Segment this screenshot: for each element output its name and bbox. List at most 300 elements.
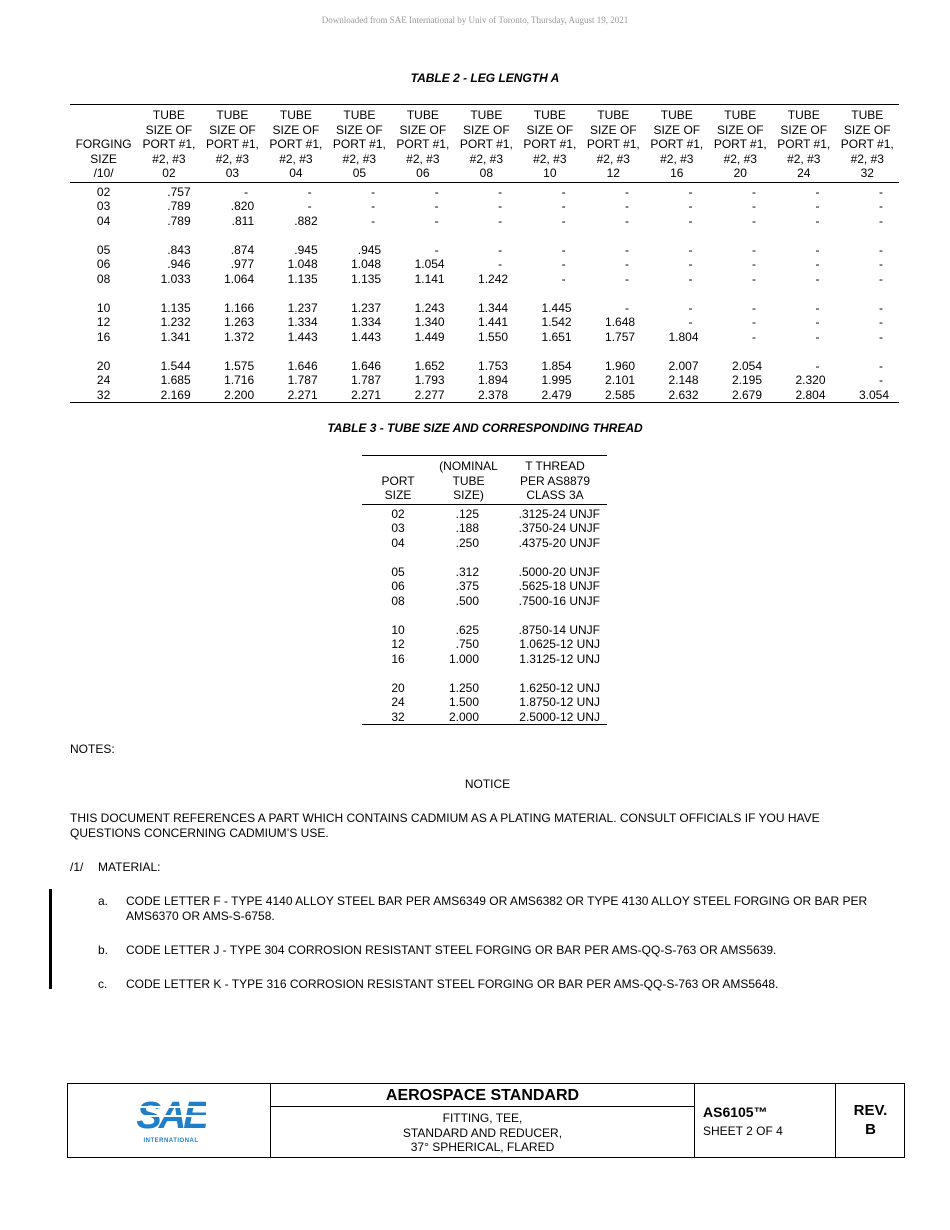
leg-length-cell: 1.372 — [224, 329, 255, 344]
leg-length-cell: 2.148 — [668, 373, 699, 387]
port-size-header: 12 — [582, 166, 645, 182]
leg-length-cell: .811 — [231, 213, 255, 228]
leg-length-cell: - — [688, 213, 693, 228]
nominal-tube-size-cell: .625 — [455, 622, 479, 637]
leg-length-cell: 2.169 — [160, 387, 191, 402]
leg-length-cell: 2.054 — [731, 358, 763, 373]
leg-length-cell: 2.007 — [668, 358, 699, 373]
leg-length-cell: - — [498, 257, 503, 271]
leg-length-cell: - — [688, 300, 693, 315]
table-row — [70, 182, 899, 199]
nominal-tube-size-cell: .188 — [455, 521, 479, 535]
port-size-header: TUBE — [660, 108, 693, 122]
leg-length-cell: 1.960 — [605, 358, 636, 373]
table2-title: TABLE 2 - LEG LENGTH A — [410, 71, 560, 85]
forging-size-cell: 03 — [96, 199, 111, 213]
leg-length-cell: - — [815, 199, 820, 213]
leg-length-cell: - — [815, 242, 820, 257]
port-size-header: 06 — [391, 166, 454, 182]
revision-value: B — [865, 1121, 876, 1138]
port-size-header: #2, #3 — [723, 151, 757, 166]
download-watermark: Downloaded from SAE International by Univ of Toronto, Thursday, August 19, 2021 — [321, 15, 629, 25]
port-size-header: SIZE OF — [463, 122, 510, 137]
leg-length-cell: - — [371, 184, 376, 199]
leg-length-cell: - — [498, 199, 503, 213]
leg-length-cell: 2.479 — [541, 387, 572, 402]
leg-length-cell: 3.054 — [858, 387, 889, 402]
thread-table-header: PORT — [381, 473, 415, 488]
table-row — [362, 608, 607, 637]
leg-length-cell: 1.646 — [351, 358, 382, 373]
table-row — [362, 652, 607, 667]
leg-length-cell: 1.652 — [414, 358, 445, 373]
leg-length-cell: - — [752, 300, 757, 315]
leg-length-cell: 1.048 — [351, 257, 382, 271]
thread-table-header: SIZE) — [434, 488, 503, 504]
leg-length-cell: 1.685 — [160, 373, 191, 387]
leg-length-cell: 2.632 — [668, 387, 699, 402]
table-row — [70, 344, 899, 373]
port-size-header: TUBE — [787, 108, 820, 122]
leg-length-cell: - — [879, 271, 883, 286]
leg-length-cell: .874 — [230, 242, 255, 257]
port-size-header: PORT #1, — [777, 137, 831, 151]
leg-length-cell: - — [688, 257, 693, 271]
leg-length-cell: - — [434, 213, 439, 228]
leg-length-table — [70, 104, 899, 403]
notice-text: THIS DOCUMENT REFERENCES A PART WHICH CONTAINS CADMIUM AS A PLATING MATERIAL. CONSULT OFFICIALS IF YOU HAVE QUESTIONS CONCERNING CADMIUM’S USE. — [70, 811, 820, 840]
leg-length-cell: 2.271 — [351, 387, 382, 402]
thread-table-header: T THREAD — [525, 459, 585, 473]
port-size-header: SIZE OF — [716, 122, 764, 137]
forging-size-header: SIZE — [90, 151, 117, 166]
leg-length-cell: 2.320 — [795, 373, 826, 387]
leg-length-cell: 1.854 — [541, 358, 572, 373]
port-size-header: TUBE — [724, 108, 757, 122]
leg-length-cell: - — [307, 199, 312, 213]
material-item-text: CODE LETTER F - TYPE 4140 ALLOY STEEL BAR PER AMS6349 OR AMS6382 OR TYPE 4130 ALLOY STEEL FORGING OR BAR PER AMS6370 OR AMS-S-6758. — [126, 894, 868, 923]
thread-table-header: SIZE — [362, 488, 434, 504]
leg-length-cell: 1.449 — [414, 329, 445, 344]
leg-length-cell: - — [688, 199, 693, 213]
leg-length-cell: 1.804 — [668, 329, 699, 344]
material-item-letter: a. — [98, 894, 109, 908]
forging-size-cell: 20 — [96, 358, 111, 373]
nominal-tube-size-cell: .250 — [455, 535, 479, 550]
port-size-cell: 32 — [391, 709, 405, 724]
thread-cell: 1.0625-12 UNJ — [519, 637, 600, 651]
port-size-header: SIZE OF — [843, 122, 891, 137]
leg-length-cell: 1.445 — [541, 300, 572, 315]
forging-size-header — [70, 105, 137, 123]
leg-length-cell: - — [498, 242, 503, 257]
leg-length-cell: - — [815, 257, 820, 271]
port-size-header: TUBE — [406, 108, 439, 122]
leg-length-cell: 1.141 — [414, 271, 445, 286]
leg-length-cell: - — [625, 300, 630, 315]
port-size-header: 05 — [328, 166, 391, 182]
notice-heading: NOTICE — [464, 777, 511, 791]
thread-cell: 1.6250-12 UNJ — [519, 680, 600, 695]
port-size-header: PORT #1, — [205, 137, 259, 151]
port-size-header: #2, #3 — [787, 151, 821, 166]
leg-length-cell: 1.263 — [224, 315, 255, 329]
leg-length-cell: - — [561, 213, 566, 228]
thread-table-header: PER AS8879 — [519, 473, 591, 488]
leg-length-cell: 1.787 — [287, 373, 318, 387]
sae-logo — [136, 1094, 206, 1142]
table-row — [362, 550, 607, 579]
leg-length-cell: - — [244, 184, 249, 199]
nominal-tube-size-cell: .312 — [455, 564, 479, 579]
port-size-header: SIZE OF — [272, 122, 320, 137]
leg-length-cell: - — [371, 199, 376, 213]
thread-table-header — [362, 456, 434, 474]
leg-length-cell: - — [498, 184, 503, 199]
table3-title: TABLE 3 - TUBE SIZE AND CORRESPONDING THREAD — [327, 421, 643, 435]
leg-length-cell: 1.793 — [414, 373, 445, 387]
leg-length-cell: - — [625, 213, 630, 228]
revision-change-bar — [49, 889, 52, 989]
thread-cell: .7500-16 UNJF — [518, 593, 600, 608]
leg-length-cell: .789 — [167, 199, 191, 213]
forging-size-cell: 02 — [96, 184, 111, 199]
leg-length-cell: - — [815, 329, 820, 344]
material-item-letter: c. — [98, 977, 108, 991]
leg-length-cell: - — [752, 199, 757, 213]
leg-length-cell: 1.232 — [160, 315, 191, 329]
leg-length-cell: 1.753 — [478, 358, 509, 373]
port-size-header: SIZE OF — [653, 122, 701, 137]
table-row — [362, 594, 607, 609]
port-size-header: TUBE — [343, 108, 376, 122]
leg-length-cell: - — [879, 257, 883, 271]
leg-length-cell: 1.648 — [605, 315, 636, 329]
logo-cell — [68, 1084, 271, 1157]
revision-label-text: REV. — [853, 1102, 888, 1119]
port-size-header: TUBE — [851, 108, 884, 122]
leg-length-cell: 1.135 — [351, 271, 382, 286]
leg-length-cell: .820 — [230, 199, 255, 213]
nominal-tube-size-cell: 2.000 — [448, 709, 479, 724]
thread-table-header: CLASS 3A — [503, 488, 607, 504]
leg-length-cell: 1.757 — [605, 329, 636, 344]
table-header-row — [362, 488, 607, 504]
thread-table-header: TUBE — [452, 473, 485, 488]
leg-length-cell: - — [879, 184, 883, 199]
table-row — [362, 666, 607, 695]
leg-length-cell: - — [688, 184, 693, 199]
table-row — [70, 199, 899, 214]
table-header-row — [70, 105, 899, 123]
port-size-header: #2, #3 — [596, 151, 630, 166]
leg-length-cell: - — [688, 315, 693, 329]
leg-length-cell: .945 — [294, 242, 318, 257]
leg-length-cell: - — [879, 329, 883, 344]
thread-table — [362, 455, 607, 725]
leg-length-cell: - — [561, 184, 566, 199]
leg-length-cell: 1.243 — [414, 300, 445, 315]
leg-length-cell: - — [752, 271, 757, 286]
table-row — [70, 214, 899, 229]
table-row — [362, 637, 607, 652]
table-header-row — [70, 137, 899, 152]
description-line: FITTING, TEE, — [442, 1111, 523, 1125]
leg-length-cell: - — [815, 213, 820, 228]
leg-length-cell: .945 — [357, 242, 382, 257]
leg-length-cell: - — [625, 257, 630, 271]
thread-table-header: (NOMINAL — [439, 459, 498, 473]
table-row — [362, 710, 607, 725]
table-row — [362, 579, 607, 594]
leg-length-cell: 2.271 — [287, 387, 318, 402]
thread-cell: 2.5000-12 UNJ — [519, 709, 600, 724]
document-number-cell — [695, 1084, 836, 1157]
title-cell — [271, 1084, 695, 1157]
leg-length-cell: 1.033 — [160, 271, 191, 286]
port-size-cell: 24 — [391, 695, 405, 709]
leg-length-cell: - — [434, 199, 439, 213]
port-size-header: TUBE — [470, 108, 503, 122]
leg-length-cell: .789 — [167, 213, 191, 228]
port-size-header: SIZE OF — [399, 122, 447, 137]
leg-length-cell: 2.679 — [731, 387, 763, 402]
leg-length-cell: - — [879, 315, 883, 329]
leg-length-cell: - — [752, 242, 757, 257]
leg-length-cell: - — [815, 271, 820, 286]
port-size-header: 16 — [645, 166, 708, 182]
table-row — [362, 536, 607, 551]
leg-length-cell: 1.542 — [541, 315, 572, 329]
leg-length-cell: 2.101 — [605, 373, 636, 387]
leg-length-cell: - — [815, 315, 820, 329]
description-line: 37° SPHERICAL, FLARED — [410, 1140, 555, 1154]
leg-length-cell: - — [434, 242, 439, 257]
leg-length-cell: 1.544 — [160, 358, 191, 373]
port-size-header: #2, #3 — [152, 151, 186, 166]
port-size-header: #2, #3 — [279, 151, 313, 166]
leg-length-cell: 1.237 — [351, 300, 382, 315]
port-size-header: 20 — [709, 166, 772, 182]
leg-length-cell: 1.441 — [478, 315, 509, 329]
port-size-header: PORT #1, — [586, 137, 640, 151]
leg-length-cell: .946 — [167, 257, 191, 271]
sheet-number: SHEET 2 OF 4 — [703, 1124, 783, 1138]
port-size-header: 02 — [137, 166, 200, 182]
nominal-tube-size-cell: 1.250 — [448, 680, 479, 695]
table-row — [70, 315, 899, 330]
port-size-header: 10 — [518, 166, 581, 182]
forging-size-cell: 04 — [96, 213, 111, 228]
leg-length-cell: - — [752, 329, 757, 344]
port-size-cell: 10 — [391, 622, 405, 637]
leg-length-cell: - — [752, 184, 757, 199]
leg-length-cell: 1.894 — [478, 373, 509, 387]
port-size-header: 04 — [264, 166, 327, 182]
leg-length-cell: 1.334 — [351, 315, 382, 329]
port-size-header: PORT #1, — [459, 137, 513, 151]
port-size-header: SIZE OF — [145, 122, 193, 137]
port-size-header: TUBE — [216, 108, 249, 122]
leg-length-cell: - — [752, 213, 757, 228]
table-row — [362, 504, 607, 521]
forging-size-cell: 06 — [96, 257, 111, 271]
leg-length-cell: - — [815, 184, 820, 199]
table-header-row — [70, 166, 899, 182]
thread-cell: 1.8750-12 UNJ — [519, 695, 600, 709]
table-row — [362, 695, 607, 710]
leg-length-cell: - — [815, 358, 820, 373]
table-row — [70, 272, 899, 287]
port-size-header: 03 — [201, 166, 264, 182]
leg-length-cell: 2.277 — [414, 387, 445, 402]
leg-length-cell: - — [434, 184, 439, 199]
sae-logo-letters: SAE — [136, 1095, 206, 1137]
material-label: MATERIAL: — [98, 860, 161, 874]
leg-length-cell: 1.340 — [414, 315, 445, 329]
leg-length-cell: 2.804 — [795, 387, 826, 402]
port-size-cell: 16 — [391, 651, 405, 666]
leg-length-cell: 2.195 — [731, 373, 763, 387]
thread-cell: .3125-24 UNJF — [518, 506, 600, 521]
notes-label: NOTES: — [70, 742, 115, 756]
leg-length-cell: - — [625, 199, 630, 213]
revision-cell — [836, 1084, 905, 1157]
leg-length-cell: 1.242 — [478, 271, 509, 286]
table-header-row — [362, 456, 607, 474]
port-size-header: PORT #1, — [523, 137, 577, 151]
table-header-row — [70, 152, 899, 167]
title-block — [67, 1083, 905, 1158]
port-size-cell: 20 — [391, 680, 405, 695]
leg-length-cell: - — [561, 242, 566, 257]
leg-length-cell: 2.200 — [224, 387, 255, 402]
table-header-row — [70, 123, 899, 138]
port-size-header: PORT #1, — [713, 137, 767, 151]
thread-cell: .5625-18 UNJF — [518, 579, 600, 593]
leg-length-cell: 1.787 — [351, 373, 382, 387]
leg-length-cell: 1.237 — [287, 300, 318, 315]
port-size-header: #2, #3 — [406, 151, 440, 166]
port-size-header: #2, #3 — [850, 151, 884, 166]
leg-length-cell: 1.054 — [414, 257, 445, 271]
material-item-letter: b. — [98, 943, 109, 957]
leg-length-cell: 1.334 — [287, 315, 318, 329]
port-size-header: #2, #3 — [660, 151, 694, 166]
material-note-number: /1/ — [70, 860, 84, 874]
port-size-header: 32 — [836, 166, 900, 182]
port-size-cell: 08 — [391, 593, 405, 608]
leg-length-cell: 1.344 — [478, 300, 509, 315]
forging-size-header: /10/ — [70, 166, 137, 182]
port-size-header: SIZE OF — [336, 122, 383, 137]
nominal-tube-size-cell: .125 — [455, 506, 479, 521]
forging-size-header: FORGING — [75, 137, 132, 151]
table-row — [70, 373, 899, 388]
table-header-row — [362, 474, 607, 489]
leg-length-cell: - — [879, 300, 883, 315]
port-size-header: #2, #3 — [342, 151, 377, 166]
forging-size-cell: 08 — [96, 271, 111, 286]
nominal-tube-size-cell: .500 — [455, 593, 479, 608]
leg-length-cell: - — [752, 315, 757, 329]
leg-length-cell: 1.995 — [541, 373, 572, 387]
thread-cell: .8750-14 UNJF — [518, 622, 600, 637]
leg-length-cell: 1.048 — [287, 257, 318, 271]
nominal-tube-size-cell: .750 — [455, 637, 479, 651]
revision-label — [836, 1101, 905, 1139]
thread-cell: 1.3125-12 UNJ — [519, 651, 600, 666]
port-size-header: 08 — [455, 166, 518, 182]
leg-length-cell: 1.135 — [287, 271, 318, 286]
port-size-header: SIZE OF — [526, 122, 574, 137]
table-row — [70, 388, 899, 403]
leg-length-cell: - — [688, 242, 693, 257]
leg-length-cell: - — [879, 242, 883, 257]
port-size-header: TUBE — [152, 108, 185, 122]
port-size-header: PORT #1, — [142, 137, 196, 151]
thread-cell: .5000-20 UNJF — [518, 564, 600, 579]
forging-size-cell: 24 — [96, 373, 111, 387]
leg-length-cell: - — [561, 199, 566, 213]
leg-length-cell: - — [625, 271, 630, 286]
leg-length-cell: - — [561, 257, 566, 271]
thread-cell: .4375-20 UNJF — [518, 535, 600, 550]
leg-length-cell: 1.575 — [224, 358, 255, 373]
table-row — [362, 521, 607, 536]
leg-length-cell: .977 — [230, 257, 255, 271]
leg-length-cell: 1.646 — [287, 358, 318, 373]
leg-length-cell: - — [688, 271, 693, 286]
table-row — [70, 228, 899, 257]
forging-size-cell: 12 — [96, 315, 111, 329]
leg-length-cell: - — [371, 213, 376, 228]
port-size-header: #2, #3 — [215, 151, 250, 166]
leg-length-cell: 2.378 — [478, 387, 509, 402]
table-row — [70, 257, 899, 272]
port-size-header: #2, #3 — [469, 151, 504, 166]
nominal-tube-size-cell: .375 — [455, 579, 479, 593]
leg-length-cell: - — [307, 184, 312, 199]
leg-length-cell: - — [879, 213, 883, 228]
port-size-header: TUBE — [597, 108, 630, 122]
standard-label: AEROSPACE STANDARD — [271, 1084, 694, 1107]
leg-length-cell: - — [879, 358, 883, 373]
description-line: STANDARD AND REDUCER, — [402, 1125, 563, 1140]
forging-size-cell: 10 — [96, 300, 111, 315]
port-size-cell: 12 — [391, 637, 405, 651]
leg-length-cell: - — [561, 271, 566, 286]
sae-logo-subtext: INTERNATIONAL — [143, 1138, 199, 1144]
port-size-cell: 03 — [391, 521, 405, 535]
forging-size-cell: 32 — [96, 387, 111, 402]
leg-length-cell: .843 — [167, 242, 191, 257]
leg-length-cell: - — [815, 300, 820, 315]
port-size-cell: 02 — [391, 506, 405, 521]
port-size-header: SIZE OF — [780, 122, 828, 137]
leg-length-cell: .757 — [167, 184, 191, 199]
nominal-tube-size-cell: 1.500 — [448, 695, 479, 709]
port-size-cell: 05 — [391, 564, 405, 579]
leg-length-cell: - — [879, 199, 883, 213]
leg-length-cell: 1.341 — [160, 329, 191, 344]
forging-size-header — [70, 123, 137, 138]
leg-length-cell: 1.443 — [287, 329, 318, 344]
leg-length-cell: 1.550 — [478, 329, 509, 344]
material-item-text: CODE LETTER K - TYPE 316 CORROSION RESISTANT STEEL FORGING OR BAR PER AMS-QQ-S-763 OR AMS5648. — [126, 977, 779, 991]
leg-length-cell: - — [625, 242, 630, 257]
port-size-header: PORT #1, — [840, 137, 894, 151]
